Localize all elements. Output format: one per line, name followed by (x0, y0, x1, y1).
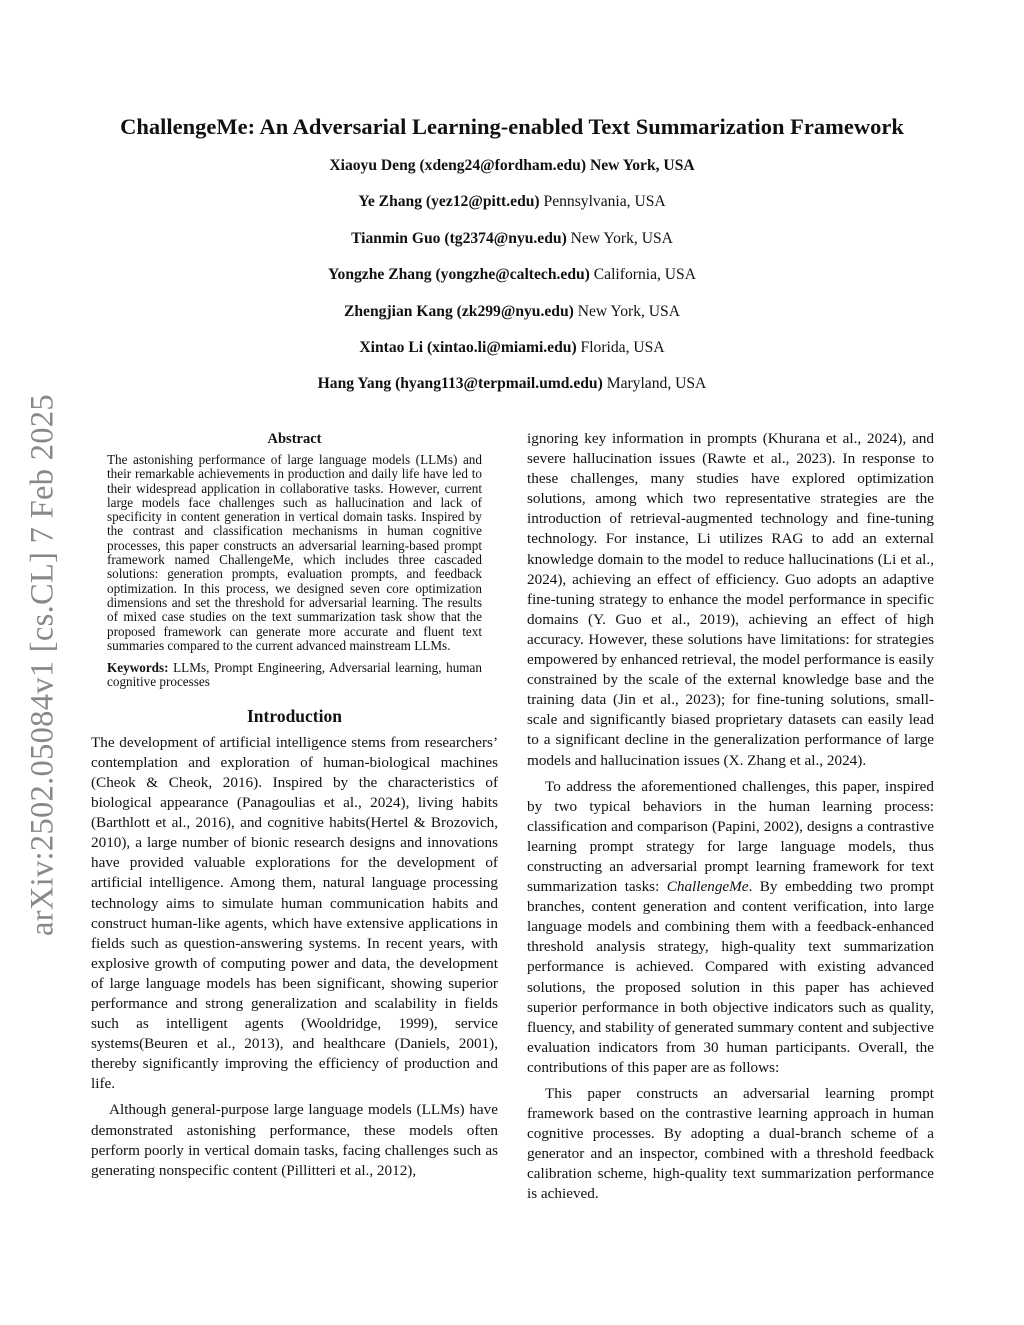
author-name: Yongzhe Zhang (328, 266, 432, 284)
author-line (80, 374, 944, 394)
author-name: Hang Yang (317, 375, 392, 393)
author-email: (tg2374@nyu.edu) (444, 229, 567, 247)
author-email: (yez12@pitt.edu) (425, 193, 540, 211)
author-list (80, 156, 944, 411)
author-line (80, 192, 944, 212)
author-email: (yongzhe@caltech.edu) (435, 266, 590, 284)
author-line (80, 265, 944, 285)
author-line (80, 229, 944, 249)
author-location: New York, USA (589, 157, 695, 174)
arxiv-sidebar-stamp (20, 365, 66, 965)
author-line (80, 302, 944, 322)
author-location: New York, USA (570, 229, 673, 247)
framework-name: ChallengeMe (666, 878, 749, 896)
author-location: California, USA (593, 266, 696, 284)
author-location: New York, USA (577, 302, 680, 320)
author-name: Ye Zhang (358, 193, 423, 211)
abstract-text: The astonishing performance of large language models (LLMs) and their remarkable achievements in production and daily life have led to their widespread application in collaborative tasks. However, current large models face challenges such as hallucination and lack of specificity in content generation in vertical domain tasks. Inspired by the contrast and classification mechanisms in human cognitive processes, this paper constructs an adversarial learning-based prompt framework named ChallengeMe, which includes three cascaded solutions: generation prompts, evaluation prompts, and feedback optimization. In this process, we designed seven core optimization dimensions and set the threshold for adversarial learning. The results of mixed case studies on the text summarization task show that the proposed framework can generate more accurate and fluent text summaries compared to the current advanced mainstream LLMs. (107, 452, 482, 653)
intro-paragraph-5: This paper constructs an adversarial learning prompt framework based on the contrastive learning approach in human cognitive processes. By adopting a dual-branch scheme of a generator and an inspector, combined with a threshold feedback calibration scheme, high-quality text summarization performance is achieved. (527, 1085, 934, 1203)
author-name: Zhengjian Kang (343, 302, 453, 320)
author-location: Florida, USA (580, 338, 665, 356)
author-location: Pennsylvania, USA (543, 193, 666, 211)
author-location: Maryland, USA (606, 375, 707, 393)
paper-title: ChallengeMe: An Adversarial Learning-enabled Text Summarization Framework (120, 114, 904, 139)
keywords-text: LLMs, Prompt Engineering, Adversarial learning, human cognitive processes (107, 660, 483, 690)
author-line (80, 338, 944, 358)
intro-paragraph-4-text: To address the aforementioned challenges, this paper, inspired by two typical behaviors in the human learning process: classification and comparison (Papini, 2002), designs a contrastive learning prompt strategy for large language models, thus constructing an adversarial prompt learning framework for text summarization tasks: (527, 777, 934, 896)
right-column (527, 429, 934, 1205)
intro-paragraph-4-text-cont: . By embedding two prompt branches, content generation and content verification, into large language models and combining them with a feedback-enhanced threshold analysis strategy, high-quality text summarization performance is achieved. Compared with existing advanced solutions, the proposed solution in this paper has achieved superior performance in both objective indicators such as quality, fluency, and stability of generated summary content and subjective evaluation indicators from 30 human participants. Overall, the contributions of this paper are as follows: (527, 878, 934, 1076)
author-email: (xintao.li@miami.edu) (426, 338, 577, 356)
author-line (80, 156, 944, 176)
author-name: Tianmin Guo (351, 229, 441, 247)
intro-paragraph-3: ignoring key information in prompts (Khurana et al., 2024), and severe hallucination issues (Rawte et al., 2023). In response to these challenges, many studies have explored optimization solutions, among which two representative strategies are the introduction of retrieval-augmented technology and fine-tuning technology. For instance, Li utilizes RAG to add an external knowledge domain to the model to reduce hallucinations (Li et al., 2024), achieving an effect of efficiency. Guo adopts an adaptive fine-tuning strategy to enhance the model performance in specific domains (Y. Guo et al., 2019), achieving an effect of high accuracy. However, these solutions have limitations: for strategies empowered by enhanced retrieval, the model performance is easily constrained by the scale of the external knowledge base and the training data (Jin et al., 2023); for fine-tuning solutions, small-scale and significantly biased proprietary datasets can easily lead to a significant decline in the generalization performance of large models and hallucination issues (X. Zhang et al., 2024). (527, 430, 934, 769)
abstract-section (107, 429, 482, 690)
author-email: (hyang113@terpmail.umd.edu) (395, 375, 603, 393)
introduction-heading: Introduction (247, 705, 342, 726)
intro-paragraph-1: The development of artificial intelligence stems from researchers’ contemplation and exploration of human-biological machines (Cheok & Cheok, 2016). Inspired by the characteristics of biological appearance (Panagoulias et al., 2024), living habits (Barthlott et al., 2016), and cognitive habits(Hertel & Brozovich, 2010), a large number of bionic research designs and innovations have provided valuable explorations for the development of artificial intelligence. Among them, natural language processing technology aims to simulate human communication habits and construct human-like agents, which have extensive applications in fields such as question-answering systems. In recent years, with explosive growth of computing power and data, the development of large language models has been significant, showing superior performance and strong generalization and scalability in fields such as intelligent agents (Wooldridge, 1999), service systems(Beuren et al., 2013), and healthcare (Daniels, 2001), thereby significantly improving the efficiency of production and life. (91, 733, 498, 1093)
arxiv-identifier: arXiv:2502.05084v1 [cs.CL] 7 Feb 2025 (24, 394, 61, 936)
author-name: Xiaoyu Deng (329, 157, 416, 174)
keywords (107, 661, 482, 690)
abstract-heading: Abstract (267, 431, 322, 447)
left-column (91, 429, 498, 1181)
author-email: (xdeng24@fordham.edu) (419, 157, 587, 174)
intro-paragraph-4 (527, 777, 934, 1078)
author-name: Xintao Li (359, 338, 424, 356)
keywords-label: Keywords: (107, 660, 169, 676)
author-email: (zk299@nyu.edu) (456, 302, 574, 320)
intro-paragraph-2: Although general-purpose large language models (LLMs) have demonstrated astonishing performance, these models often perform poorly in vertical domain tasks, facing challenges such as generating nonspecific content (Pillitteri et al., 2012), (91, 1101, 498, 1179)
